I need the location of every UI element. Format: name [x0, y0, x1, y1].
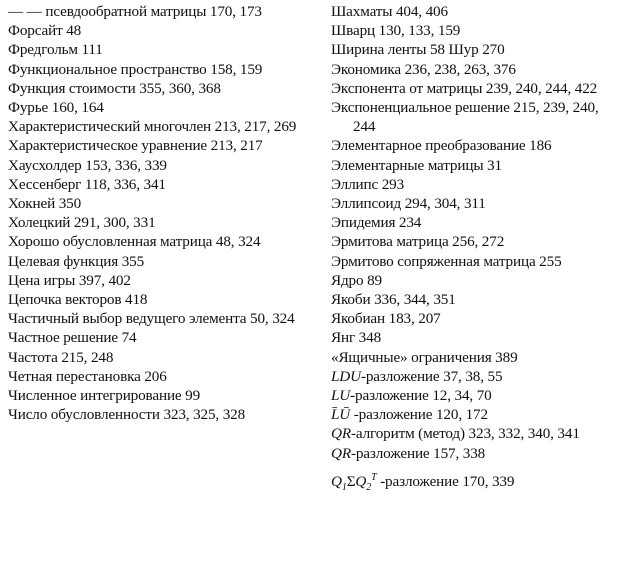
- index-entry: Функциональное пространство 158, 159: [8, 60, 263, 78]
- formula-q-sub: 1: [341, 481, 347, 493]
- index-entry: Фурье 160, 164: [8, 99, 104, 117]
- index-entry: Экспоненциальное решение 215, 239, 240, 244: [331, 99, 599, 136]
- index-entry: Янг 348: [331, 329, 382, 347]
- formula-q2-sub: 2: [366, 481, 372, 493]
- index-entry: Эпидемия 234: [331, 214, 422, 232]
- formula-q2: Q: [355, 472, 367, 490]
- entry-text: -разложение 37, 38, 55: [360, 367, 503, 385]
- entry-text: -алгоритм (метод) 323, 332, 340, 341: [350, 425, 580, 443]
- index-entry: Частота 215, 248: [8, 348, 114, 366]
- index-entry: [331, 386, 615, 405]
- index-entry: [331, 444, 615, 463]
- index-entry: Холецкий 291, 300, 331: [8, 214, 156, 232]
- index-column-right: [331, 2, 615, 501]
- index-entry: Цена игры 397, 402: [8, 271, 131, 289]
- index-entry: [331, 424, 615, 443]
- index-entry: Экспонента от матрицы 239, 240, 244, 422: [331, 79, 598, 97]
- index-entry: — — псевдообратной матрицы 170, 173: [8, 3, 262, 20]
- index-entry: Эрмитово сопряженная матрица 255: [331, 252, 562, 270]
- index-entry: Форсайт 48: [8, 22, 82, 40]
- index-entry: Элементарные матрицы 31: [331, 156, 502, 174]
- index-entry: Якоби 336, 344, 351: [331, 291, 456, 309]
- index-entry: Хорошо обусловленная матрица 48, 324: [8, 233, 261, 251]
- entry-text: -разложение 157, 338: [350, 444, 486, 462]
- index-entry: [331, 405, 615, 424]
- entry-text: -разложение 12, 34, 70: [350, 387, 492, 405]
- index-entry: Элементарное преобразование 186: [331, 137, 552, 155]
- entry-math-label: LU: [331, 387, 351, 405]
- entry-text: -разложение 120, 172: [350, 406, 488, 424]
- index-entry: Шварц 130, 133, 159: [331, 22, 461, 40]
- index-column-left: [8, 2, 320, 424]
- index-entry: Численное интегрирование 99: [8, 387, 201, 405]
- index-entry: Хаусхолдер 153, 336, 339: [8, 156, 167, 174]
- index-entry: Шахматы 404, 406: [331, 3, 448, 20]
- index-entry-formula: [331, 465, 615, 501]
- index-entry: Якобиан 183, 207: [331, 310, 441, 328]
- index-entry: «Ящичные» ограничения 389: [331, 348, 518, 366]
- index-entry: Целевая функция 355: [8, 252, 145, 270]
- entry-text: -разложение 170, 339: [376, 472, 515, 490]
- index-entry: Экономика 236, 238, 263, 376: [331, 60, 516, 78]
- entry-math-label: LDU: [331, 367, 361, 385]
- index-entry: Частичный выбор ведущего элемента 50, 324: [8, 310, 295, 328]
- index-entry: Хокней 350: [8, 195, 82, 213]
- index-entry: Фредгольм 111: [8, 41, 103, 59]
- index-entry: Ядро 89: [331, 271, 382, 289]
- index-entry: Характеристическое уравнение 213, 217: [8, 137, 263, 155]
- index-entry: Частное решение 74: [8, 329, 137, 347]
- index-entry: [331, 367, 615, 386]
- formula-q: Q: [331, 472, 342, 490]
- index-entry: Четная перестановка 206: [8, 367, 167, 385]
- entry-math-label: QR: [331, 425, 351, 443]
- index-entry: Характеристический многочлен 213, 217, 269: [8, 118, 297, 136]
- formula-sigma: Σ: [346, 472, 356, 490]
- index-entry: Цепочка векторов 418: [8, 291, 148, 309]
- entry-math-label: QR: [331, 444, 351, 462]
- index-entry: Эллипс 293: [331, 175, 405, 193]
- index-entry: Ширина ленты 58 Шур 270: [331, 41, 505, 59]
- formula-q2-sup: T: [371, 471, 377, 483]
- index-entry: Хессенберг 118, 336, 341: [8, 175, 166, 193]
- formula-q1-sigma-q2t: [331, 471, 377, 493]
- index-entry: Число обусловленности 323, 325, 328: [8, 406, 246, 424]
- index-entry: Функция стоимости 355, 360, 368: [8, 79, 221, 97]
- index-entry: Эллипсоид 294, 304, 311: [331, 195, 486, 213]
- index-entry: Эрмитова матрица 256, 272: [331, 233, 505, 251]
- entry-math-label: L̄Ū: [331, 406, 351, 424]
